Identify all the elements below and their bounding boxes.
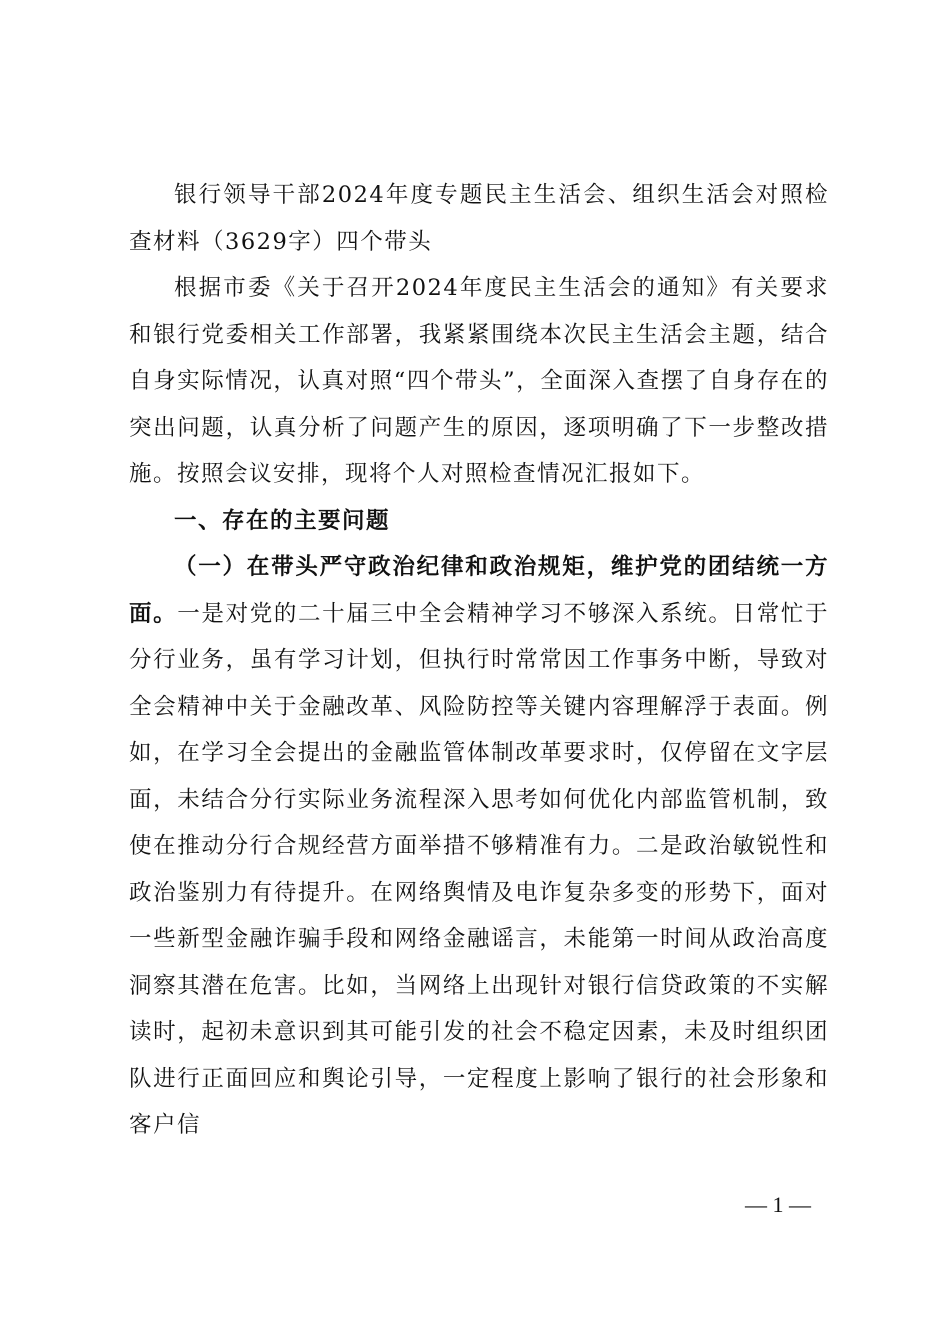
document-body [129,172,829,1149]
intro-paragraph: 根据市委《关于召开2024年度民主生活会的通知》有关要求和银行党委相关工作部署，我紧紧围绕本次民主生活会主题，结合自身实际情况，认真对照“四个带头”，全面深入查摆了自身存在的突出问题，认真分析了问题产生的原因，逐项明确了下一步整改措施。按照会议安排，现将个人对照检查情况汇报如下。 [129,275,829,487]
section-heading: 一、存在的主要问题 [174,507,391,534]
subsection-paragraph [129,544,829,1149]
page-number: — 1 — [745,1192,811,1217]
document-title: 银行领导干部2024年度专题民主生活会、组织生活会对照检查材料（3629字）四个带头 [129,182,829,255]
subsection-heading: （一）在带头严守政治纪律和政治规矩，维护党的团结统一方面。 [129,554,829,627]
subsection-body: 一是对党的二十届三中全会精神学习不够深入系统。日常忙于分行业务，虽有学习计划，但执行时常常因工作事务中断，导致对全会精神中关于金融改革、风险防控等关键内容理解浮于表面。例如，在学习全会提出的金融监管体制改革要求时，仅停留在文字层面，未结合分行实际业务流程深入思考如何优化内部监管机制，致使在推动分行合规经营方面举措不够精准有力。二是政治敏锐性和政治鉴别力有待提升。在网络舆情及电诈复杂多变的形势下，面对一些新型金融诈骗手段和网络金融谣言，未能第一时间从政治高度洞察其潜在危害。比如，当网络上出现针对银行信贷政策的不实解读时，起初未意识到其可能引发的社会不稳定因素，未及时组织团队进行正面回应和舆论引导，一定程度上影响了银行的社会形象和客户信 [129,600,829,1138]
